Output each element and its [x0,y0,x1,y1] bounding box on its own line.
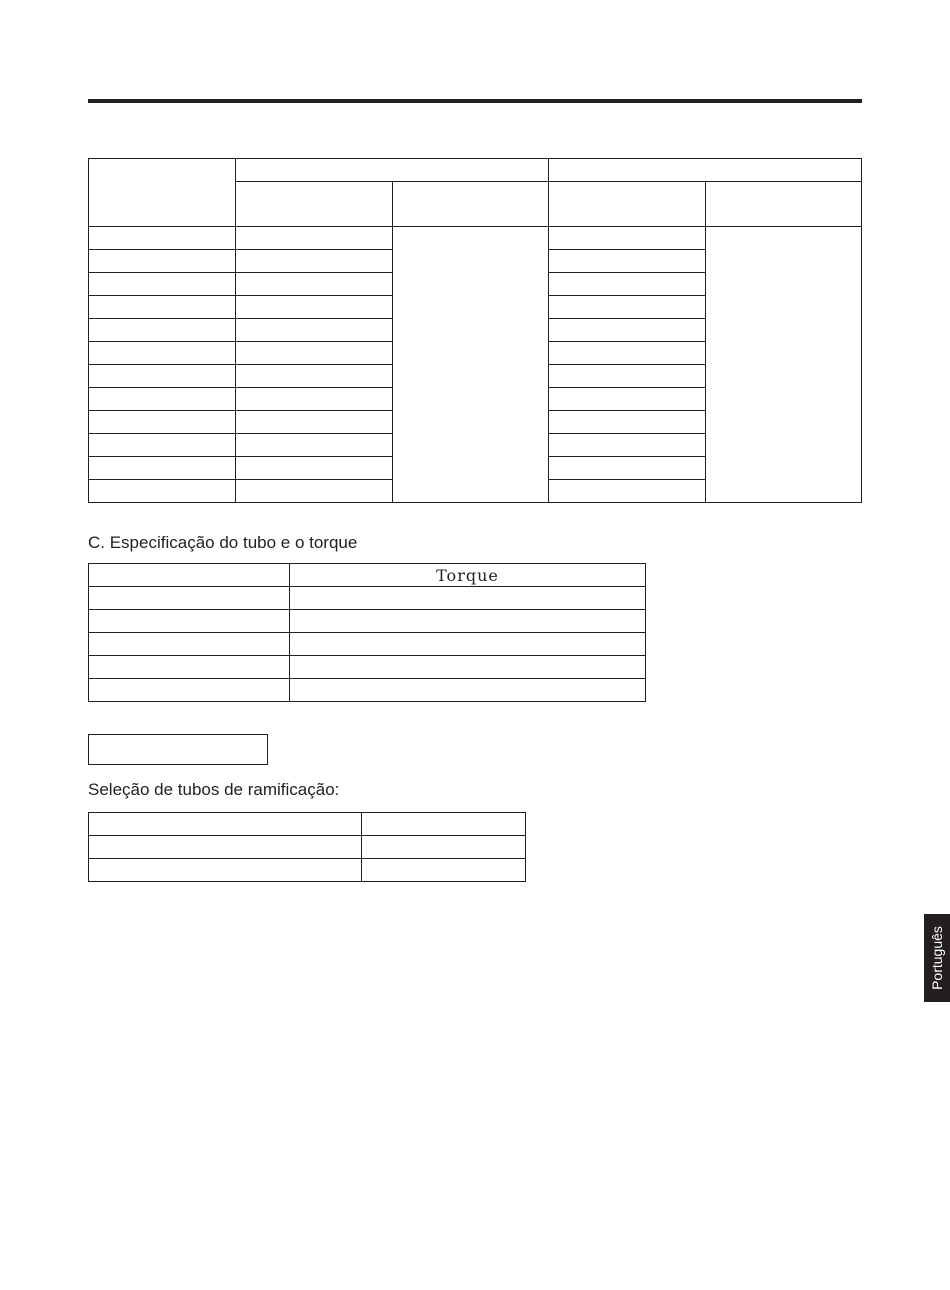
table-row [89,610,646,633]
table-cell [236,434,392,457]
table-cell [236,319,392,342]
table-cell [549,342,705,365]
header-rule [88,99,862,103]
table-cell [89,480,236,503]
table-header-cell [549,182,705,227]
branch-pipe-table [88,812,526,882]
table-header-cell [549,159,862,182]
language-tab-label: Português [929,926,945,990]
table-header-cell [236,159,549,182]
table-cell [89,859,362,882]
table-cell [362,859,526,882]
table-cell [290,633,646,656]
table-row [89,227,862,250]
table-cell [549,250,705,273]
torque-column-header: Torque [290,564,646,587]
table-cell [89,679,290,702]
table-cell [89,633,290,656]
table-cell [89,411,236,434]
table-cell [549,457,705,480]
table-header-cell [236,182,392,227]
table-cell [236,411,392,434]
table-cell [549,480,705,503]
table-cell [89,319,236,342]
table-row [89,836,526,859]
table-cell [549,388,705,411]
branch-selection-heading: Seleção de tubos de ramificação: [88,780,340,799]
table-cell [290,656,646,679]
table-cell [89,365,236,388]
table-cell [549,365,705,388]
table-cell [89,836,362,859]
table-header-row [89,564,646,587]
table-row [89,587,646,610]
table-cell [362,813,526,836]
table-cell [236,296,392,319]
table-cell [236,388,392,411]
table-cell [89,227,236,250]
label-box [88,734,268,765]
table-cell [290,587,646,610]
pipe-torque-table [88,563,646,702]
table-merged-cell [392,227,548,503]
table-header-cell [89,564,290,587]
table-row [89,633,646,656]
table-cell [236,457,392,480]
table-cell [89,434,236,457]
table-cell [89,250,236,273]
table-header-cell [89,159,236,227]
table-cell [549,411,705,434]
language-tab [924,914,950,1002]
table-cell [236,250,392,273]
table-cell [290,610,646,633]
table-cell [549,227,705,250]
table-header-cell [392,182,548,227]
table-cell [89,342,236,365]
table-header-cell [705,182,861,227]
table-cell [89,656,290,679]
table-cell [549,296,705,319]
table-cell [89,813,362,836]
table-cell [236,365,392,388]
table-cell [362,836,526,859]
table-cell [89,388,236,411]
section-c-heading: C. Especificação do tubo e o torque [88,533,358,552]
table-cell [549,319,705,342]
table-cell [89,587,290,610]
table-cell [549,434,705,457]
table-row [89,859,526,882]
table-cell [549,273,705,296]
table-cell [236,273,392,296]
table-cell [89,273,236,296]
table-row [89,656,646,679]
table-cell [290,679,646,702]
table-merged-cell [705,227,861,503]
table-row [89,813,526,836]
table-cell [89,457,236,480]
table-cell [89,610,290,633]
table-cell [236,227,392,250]
table-header-row [89,159,862,182]
specification-table [88,158,862,503]
table-cell [236,342,392,365]
table-cell [89,296,236,319]
table-row [89,679,646,702]
table-cell [236,480,392,503]
